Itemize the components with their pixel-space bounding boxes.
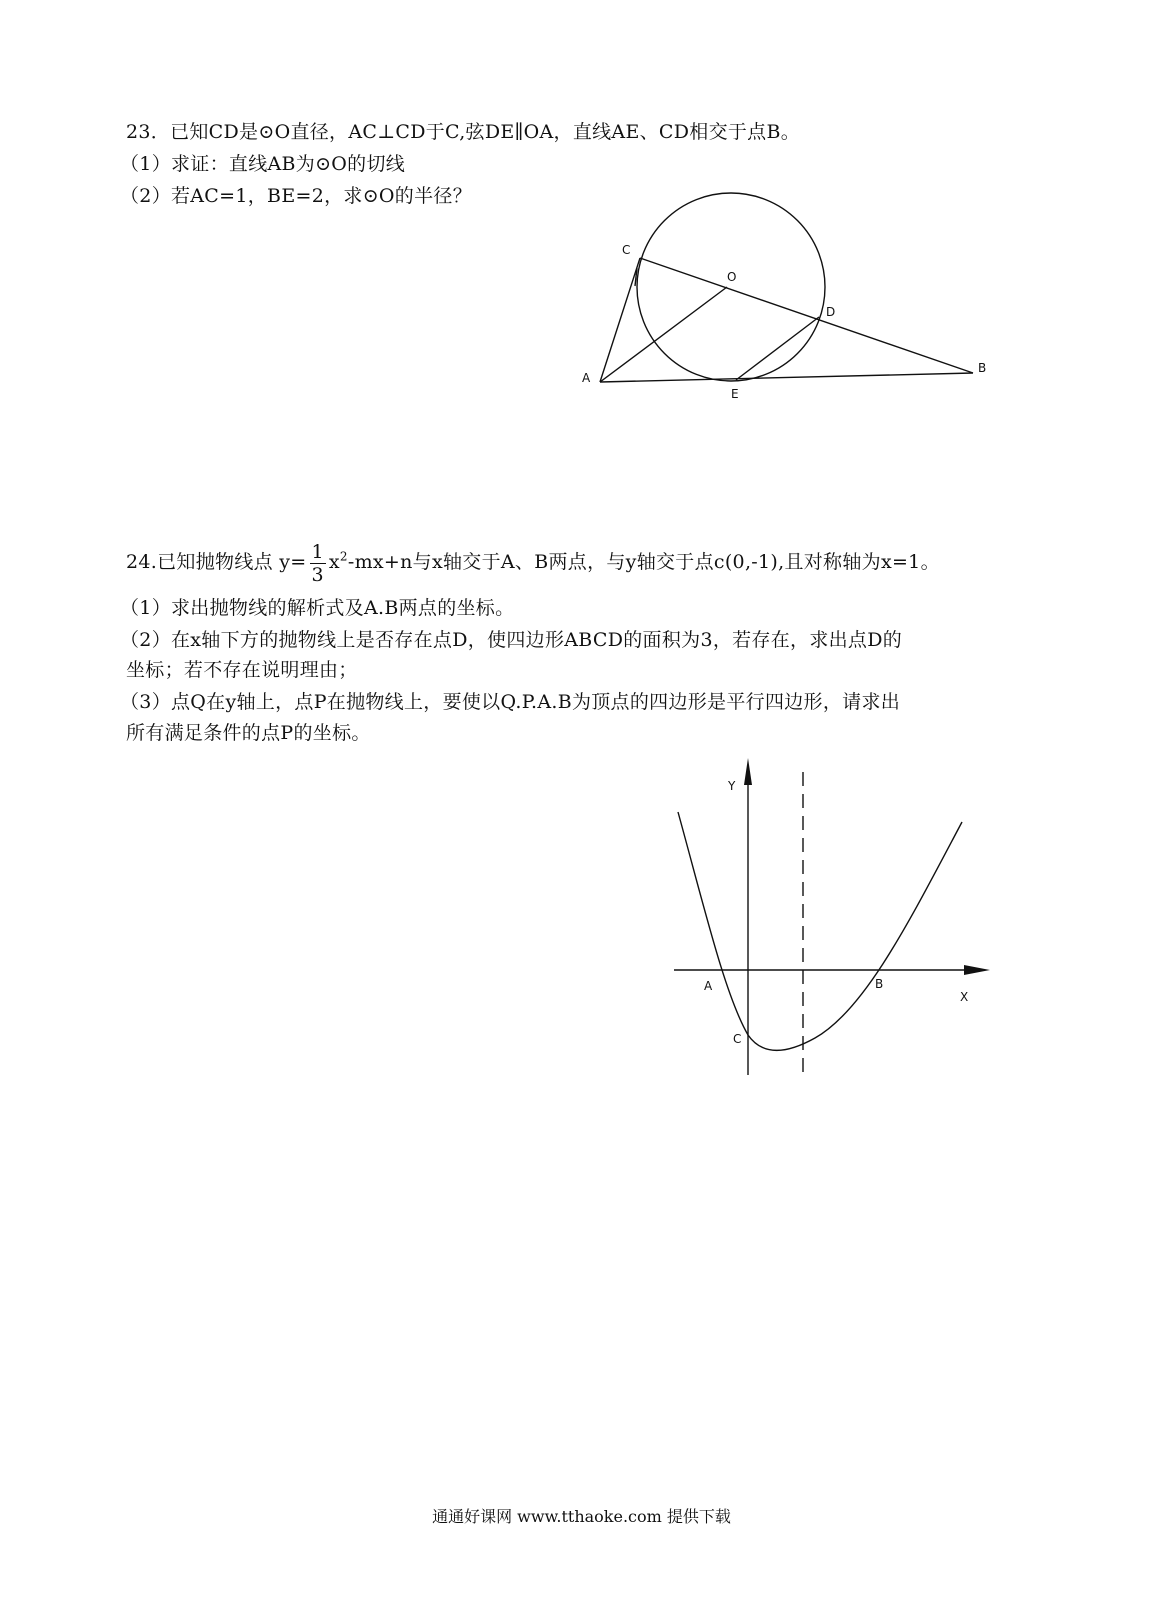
problem24-title-prefix: 24.已知抛物线点 y=: [126, 551, 307, 573]
label-d-23: D: [826, 305, 836, 319]
label-y-axis: Y: [728, 779, 736, 793]
problem24-question-2-line-2: 坐标；若不存在说明理由；: [126, 659, 358, 681]
label-b-24: B: [875, 977, 884, 991]
problem24-question-3-line-1: （3）点Q在y轴上，点P在抛物线上，要使以Q.P.A.B为顶点的四边形是平行四边形，请求出: [120, 691, 901, 713]
label-x-axis: X: [960, 990, 969, 1004]
label-e-23: E: [731, 387, 739, 401]
problem24-question-1: （1）求出抛物线的解析式及A.B两点的坐标。: [120, 597, 515, 619]
problem24-question-3-line-2: 所有满足条件的点P的坐标。: [126, 722, 371, 744]
x-axis-arrow: [964, 965, 990, 975]
label-c-23: C: [622, 243, 631, 257]
variable-x: x: [328, 551, 340, 573]
exponent: 2: [339, 549, 348, 564]
label-a-23: A: [582, 371, 591, 385]
label-b-23: B: [978, 361, 987, 375]
parabola-curve: [678, 812, 962, 1050]
fraction-denominator: 3: [311, 563, 324, 586]
label-o-23: O: [727, 270, 737, 284]
y-axis-arrow: [744, 758, 752, 785]
label-c-24: C: [733, 1032, 742, 1046]
problem24-question-2-line-1: （2）在x轴下方的抛物线上是否存在点D，使四边形ABCD的面积为3，若存在，求出点D的: [120, 629, 903, 651]
problem23-question-1: （1）求证：直线AB为⊙O的切线: [120, 153, 406, 175]
problem23-title: 23．已知CD是⊙O直径，AC⊥CD于C,弦DE∥OA，直线AE、CD相交于点B。: [126, 121, 801, 143]
problem24-title-suffix: -mx+n与x轴交于A、B两点，与y轴交于点c(0,-1),且对称轴为x=1。: [347, 551, 940, 573]
fraction-numerator: 1: [311, 540, 324, 563]
label-a-24: A: [704, 979, 713, 993]
problem23-question-2: （2）若AC=1，BE=2，求⊙O的半径？: [120, 185, 472, 207]
footer: 通通好课网 www.tthaoke.com 提供下载: [432, 1507, 731, 1526]
